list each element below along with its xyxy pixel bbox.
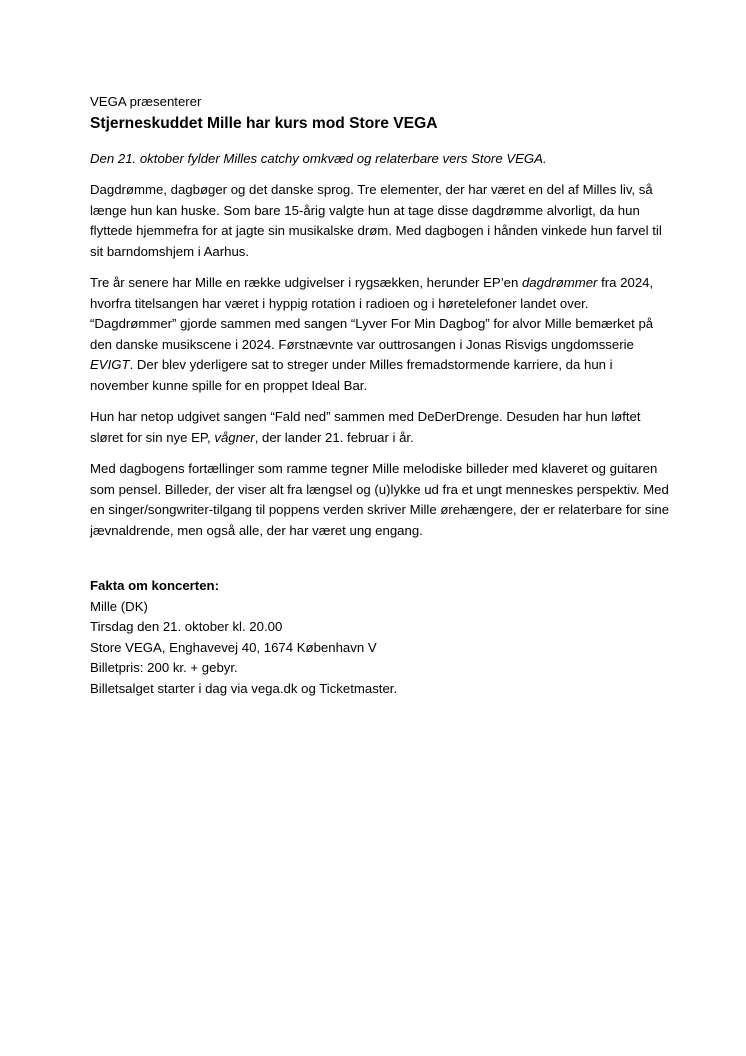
fact-venue: Store VEGA, Enghavevej 40, 1674 København V [90,639,377,655]
paragraph-2-part-a: Tre år senere har Mille en række udgivelser i rygsækken, herunder EP’en [90,275,522,290]
facts-title: Fakta om koncerten: [90,578,219,593]
paragraph-3-part-a: Hun har netop udgivet sangen “Fald ned” sammen med DeDerDrenge. Desuden har hun løftet sløret for sin nye EP, [90,409,641,445]
series-title-evigt: EVIGT [90,357,130,372]
kicker: VEGA præsenterer [90,94,202,109]
ep-title-vagner: vågner [214,429,255,445]
headline: Stjerneskuddet Mille har kurs mod Store VEGA [90,114,438,132]
fact-price: Billetpris: 200 kr. + gebyr. [90,660,238,675]
lead-paragraph: Den 21. oktober fylder Milles catchy omkvæd og relaterbare vers Store VEGA. [90,150,547,166]
body-paragraph-1: Dagdrømme, dagbøger og det danske sprog. Tre elementer, der har været en del af Milles liv, så længe hun kan huske. Som bare 15-årig valgte hun at tage disse dagdrømme alvorligt, da hun flyttede hjemmefra for at jagte sin musikalske drøm. Med dagbogen i hånden vinkede hun farvel til sit barndomshjem i Aarhus. [90,182,662,259]
fact-ticket-sale: Billetsalget starter i dag via vega.dk og Ticketmaster. [90,680,398,696]
press-release [90,92,670,699]
body-paragraph-2 [90,273,670,396]
paragraph-2-part-e: . Der blev yderligere sat to streger under Milles fremadstormende karriere, da hun i november kunne spille for en proppet Ideal Bar. [90,357,613,393]
fact-date: Tirsdag den 21. oktober kl. 20.00 [90,619,283,634]
concert-facts [90,576,670,699]
paragraph-3-part-c: , der lander 21. februar i år. [254,429,414,445]
body-paragraph-3 [90,407,670,448]
fact-artist: Mille (DK) [90,598,148,614]
paragraph-2-part-c: fra 2024, hvorfra titelsangen har været i hyppig rotation i radioen og i høretelefoner landet over. “Dagdrømmer” gjorde sammen med sangen “Lyver For Min Dagbog” for alvor Mille bemærket på den danske musikscene i 2024. Førstnævnte var outtrosangen i Jonas Risvigs ungdomsserie [90,275,654,352]
body-paragraph-4: Med dagbogens fortællinger som ramme tegner Mille melodiske billeder med klaveret og guitaren som pensel. Billeder, der viser alt fra længsel og (u)lykke ud fra et ungt menneskes perspektiv. Med en singer/songwriter-tilgang til poppens verden skriver Mille ørehængere, der er relaterbare for sine jævnaldrende, men også alle, der har været ung engang. [90,461,670,538]
ep-title-dagdrommer: dagdrømmer [521,275,598,290]
